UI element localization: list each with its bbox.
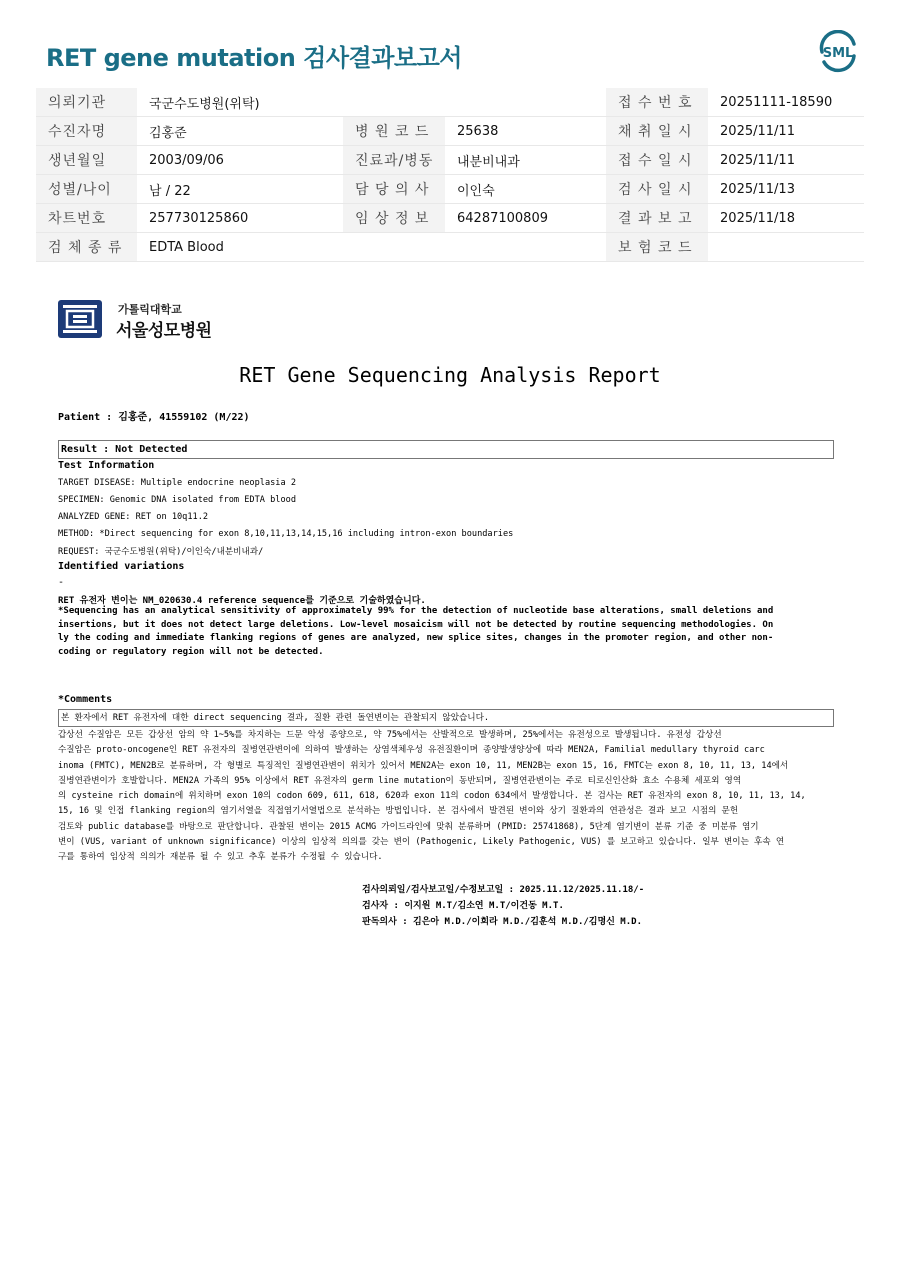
signoff-physicians: 판독의사 : 김은아 M.D./이희라 M.D./김훈석 M.D./김명신 M.D. xyxy=(362,917,642,927)
text-line: 구를 통하여 임상적 의의가 재분류 될 수 있고 추후 분류가 수정될 수 있습니다. xyxy=(58,852,383,863)
method: METHOD: *Direct sequencing for exon 8,10,11,13,14,15,16 including intron-exon boundaries xyxy=(58,529,514,539)
info-value: 20251111-18590 xyxy=(708,88,864,117)
text-line: insertions, but it does not detect large deletions. Low-level mosaicism will not be detected by routine sequencing methodologies. On xyxy=(58,619,774,630)
info-label: 검 사 일 시 xyxy=(606,175,708,204)
info-label: 임 상 정 보 xyxy=(343,204,445,233)
info-label: 성별/나이 xyxy=(36,175,137,204)
info-label: 채 취 일 시 xyxy=(606,117,708,146)
text-line: coding or regulatory region will not be detected. xyxy=(58,646,324,657)
info-value: EDTA Blood xyxy=(137,233,606,262)
info-label: 차트번호 xyxy=(36,204,137,233)
info-label: 보 험 코 드 xyxy=(606,233,708,262)
comments-heading: *Comments xyxy=(58,694,113,705)
info-row xyxy=(36,88,864,117)
comments-text xyxy=(58,728,838,866)
info-value: 257730125860 xyxy=(137,204,343,233)
info-value: 2025/11/11 xyxy=(708,117,864,146)
text-line: 의 cysteine rich domain에 위치하며 exon 10의 codon 609, 611, 618, 620과 exon 11의 codon 634에서 발생합니다. 본 검사는 RET 유전자의 exon 8, 10, 11, 13, 14, xyxy=(58,791,806,802)
info-label: 접 수 일 시 xyxy=(606,146,708,175)
text-line: ly the coding and immediate flanking regions of genes are analyzed, new splice sites, changes in the promoter region, and other non- xyxy=(58,633,774,643)
info-value: 64287100809 xyxy=(445,204,606,233)
signoff-dates: 검사의뢰일/검사보고일/수정보고일 : 2025.11.12/2025.11.18/- xyxy=(362,885,645,895)
hospital-sub-name: 가톨릭대학교 xyxy=(118,303,182,316)
comment-summary-box: 본 환자에서 RET 유전자에 대한 direct sequencing 결과, 질환 관련 돌연변이는 관찰되지 않았습니다. xyxy=(58,709,834,727)
info-label: 진료과/병동 xyxy=(343,146,445,175)
text-line: 변이 (VUS, variant of unknown significance) 이상의 임상적 의의를 갖는 변이 (Pathogenic, Likely Pathogenic, VUS) 를 보고하고 있습니다. 일부 변이는 후속 연 xyxy=(58,837,785,848)
sensitivity-disclaimer xyxy=(58,605,838,659)
info-value: 국군수도병원(위탁) xyxy=(137,88,606,117)
info-label: 결 과 보 고 xyxy=(606,204,708,233)
info-value xyxy=(708,233,864,262)
variations-heading: Identified variations xyxy=(58,561,185,572)
test-info-heading: Test Information xyxy=(58,460,155,471)
info-label: 의뢰기관 xyxy=(36,88,137,117)
patient-info-body xyxy=(36,88,864,262)
report-title: RET Gene Sequencing Analysis Report xyxy=(239,363,661,387)
info-value: 2025/11/13 xyxy=(708,175,864,204)
page-title: RET gene mutation 검사결과보고서 xyxy=(46,44,462,72)
info-value: 이인숙 xyxy=(445,175,606,204)
specimen: SPECIMEN: Genomic DNA isolated from EDTA blood xyxy=(58,495,296,505)
text-line: 15, 16 및 인접 flanking region의 염기서열을 직접염기서열법으로 분석하는 방법입니다. 본 검사에서 발견된 변이와 상기 질환과의 연관성은 결과 보고 시점의 문헌 xyxy=(58,806,739,817)
info-value: 2003/09/06 xyxy=(137,146,343,175)
info-label: 담 당 의 사 xyxy=(343,175,445,204)
info-row xyxy=(36,233,864,262)
info-value: 김홍준 xyxy=(137,117,343,146)
text-line: 질병연관변이가 호발합니다. MEN2A 가족의 95% 이상에서 RET 유전자의 germ line mutation이 동반되며, 질병연관변이는 주로 티로신인산화 효소 수용체 세포외 영역 xyxy=(58,775,742,786)
hospital-logo-icon xyxy=(58,300,102,338)
info-row xyxy=(36,117,864,146)
variations-value: - xyxy=(58,577,65,588)
info-value: 2025/11/18 xyxy=(708,204,864,233)
analyzed-gene: ANALYZED GENE: RET on 10q11.2 xyxy=(58,512,209,522)
signoff-technicians: 검사자 : 이지원 M.T/김소연 M.T/이건동 M.T. xyxy=(362,901,564,911)
info-label: 병 원 코 드 xyxy=(343,117,445,146)
info-label: 접 수 번 호 xyxy=(606,88,708,117)
info-value: 내분비내과 xyxy=(445,146,606,175)
info-row xyxy=(36,204,864,233)
text-line: *Sequencing has an analytical sensitivity of approximately 99% for the detection of nucleotide base alterations, small deletions and xyxy=(58,606,774,616)
patient-line: Patient : 김홍준, 41559102 (M/22) xyxy=(58,412,250,423)
text-line: 검토와 public database를 바탕으로 판단합니다. 관찰된 변이는 2015 ACMG 가이드라인에 맞춰 분류하며 (PMID: 25741868), 5단계 염기변이 분류 기준 중 미분류 염기 xyxy=(58,821,759,832)
text-line: inoma (FMTC), MEN2B로 분류하며, 각 형별로 특징적인 질병연관변이 위치가 있어서 MEN2A는 exon 10, 11, MEN2B는 exon 15, 16, FMTC는 exon 8, 10, 11, 13, 14에서 xyxy=(58,760,789,771)
info-value: 25638 xyxy=(445,117,606,146)
sml-logo-text: SML xyxy=(822,46,854,61)
target-disease: TARGET DISEASE: Multiple endocrine neoplasia 2 xyxy=(58,478,296,488)
patient-info-table xyxy=(36,88,864,262)
request: REQUEST: 국군수도병원(위탁)/이인숙/내분비내과/ xyxy=(58,547,264,557)
result-box: Result : Not Detected xyxy=(58,440,834,459)
info-value: 남 / 22 xyxy=(137,175,343,204)
sml-logo xyxy=(814,30,862,76)
info-label: 생년월일 xyxy=(36,146,137,175)
text-line: 수질암은 proto-oncogene인 RET 유전자의 질병연관변이에 의하여 발생하는 상염색체우성 유전질환이며 종양발생양상에 따라 MEN2A, Familial medullary thyroid carc xyxy=(58,745,765,756)
info-row xyxy=(36,175,864,204)
info-value: 2025/11/11 xyxy=(708,146,864,175)
hospital-name: 서울성모병원 xyxy=(116,321,212,341)
info-label: 수진자명 xyxy=(36,117,137,146)
text-line: 갑상선 수질암은 모든 갑상선 암의 약 1~5%를 차지하는 드문 악성 종양으로, 약 75%에서는 산발적으로 발생하며, 25%에서는 유전성으로 발생됩니다. 유전성 갑상선 xyxy=(58,730,722,740)
info-row xyxy=(36,146,864,175)
info-label: 검 체 종 류 xyxy=(36,233,137,262)
reference-note: RET 유전자 변이는 NM_020630.4 reference sequence를 기준으로 기술하였습니다. xyxy=(58,596,426,606)
